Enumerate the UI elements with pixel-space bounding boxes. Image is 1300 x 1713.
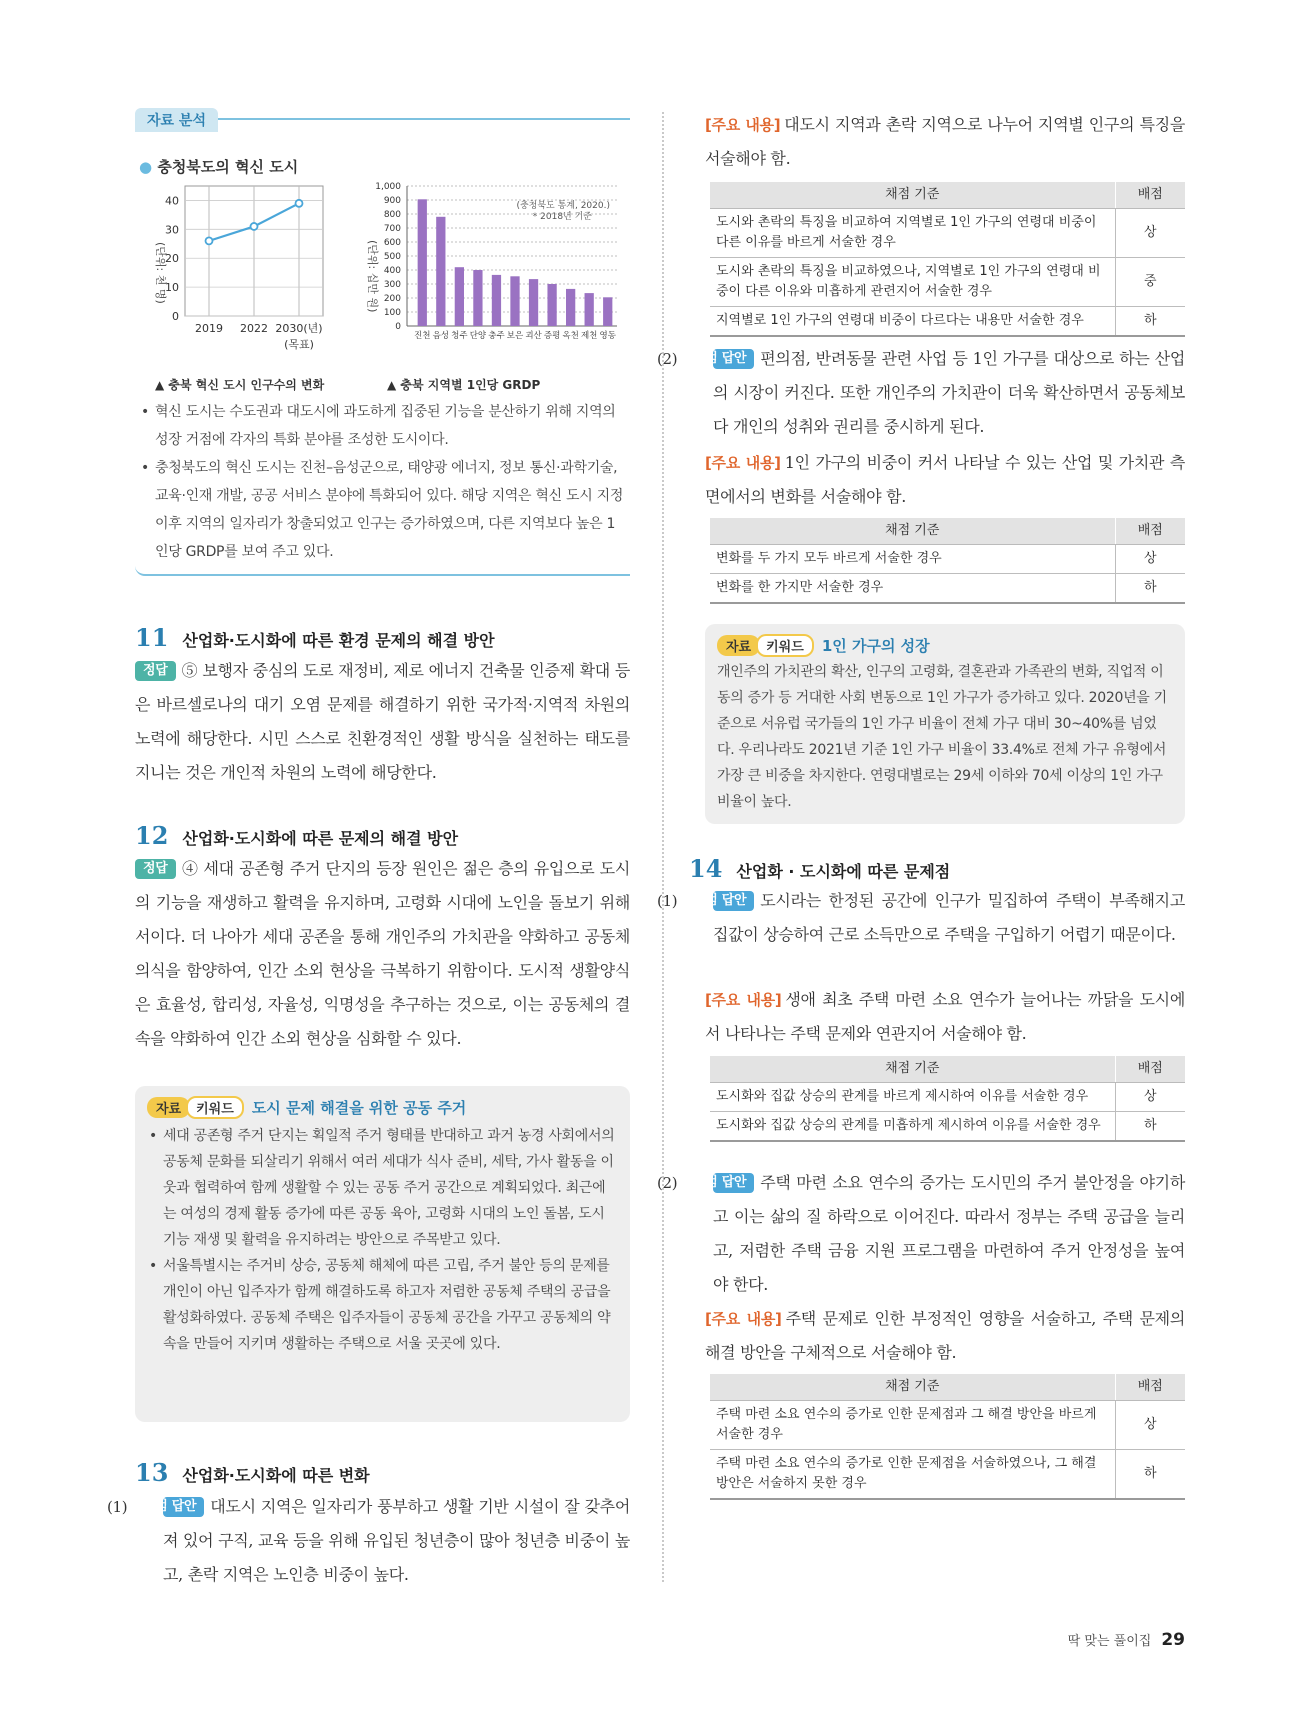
model-answer-label: 모범 답안 <box>713 349 754 369</box>
model-answer-label: 모범 답안 <box>713 1173 754 1193</box>
table-head: 채점 기준 <box>710 518 1115 544</box>
x-tick-label: 충주 <box>488 331 505 341</box>
y-tick-label: 700 <box>383 224 401 234</box>
table-row: 도시와 촌락의 특징을 비교하여 지역별로 1인 가구의 연령대 비중이 다른 이유를 바르게 서술한 경우 상 <box>710 208 1185 257</box>
analysis-bullet: • 충청북도의 혁신 도시는 진천–음성군으로, 태양광 에너지, 정보 통신·과학기술, 교육·인재 개발, 공공 서비스 분야에 특화되어 있다. 해당 지역은 혁신 도시 지정 이후 지역의 일자리가 창출되었고 인구는 증가하였으며, 다른 지역보다 높은 1인당 GRDP를 보여 주고 있다. <box>139 454 627 566</box>
x-tick-label: 2019 <box>195 322 223 335</box>
bar <box>529 279 538 326</box>
x-tick-label: 괴산 <box>525 331 542 341</box>
x-tick-label: 음성 <box>432 331 450 341</box>
analysis-bullet: • 혁신 도시는 수도권과 대도시에 과도하게 집중된 기능을 분산하기 위해 지역의 성장 거점에 각자의 특화 분야를 조성한 도시이다. <box>139 398 627 454</box>
x-tick-label: 옥천 <box>562 331 579 341</box>
keyword-title: 1인 가구의 성장 <box>821 637 930 655</box>
bar-chart-caption: ▲ 충북 지역별 1인당 GRDP <box>387 378 541 392</box>
analysis-bullets <box>139 398 627 566</box>
table-head: 채점 기준 <box>710 1374 1115 1400</box>
sub-number: (1) <box>107 1498 128 1516</box>
keyword-title: 도시 문제 해결을 위한 공동 주거 <box>251 1099 467 1117</box>
y-tick-label: 500 <box>383 252 401 262</box>
keyword-tag: 키워드 <box>756 634 814 657</box>
x-tick-label: 보은 <box>506 331 524 341</box>
line-chart-caption: ▲ 충북 혁신 도시 인구수의 변화 <box>155 378 325 392</box>
data-point <box>296 200 303 207</box>
bar <box>418 199 427 326</box>
answer-label: 정답 <box>135 661 176 681</box>
data-tag: 자료 <box>717 635 760 656</box>
table-row: 주택 마련 소요 연수의 증가로 인한 문제점과 그 해결 방안을 바르게 서술한 경우 상 <box>710 1400 1185 1449</box>
bar <box>547 284 556 326</box>
y-tick-label: 0 <box>172 310 179 323</box>
y-tick-label: 30 <box>165 223 179 237</box>
keyword-bullet: • 서울특별시는 주거비 상승, 공동체 해체에 따른 고립, 주거 불안 등의 문제를 개인이 아닌 입주자가 함께 해결하도록 하고자 저렴한 공동체 주택의 공급을 활성화하였다. 공동체 주택은 입주자들이 공동체 공간을 가꾸고 공동체의 약속을 만들어 지키며 생활하는 주택으로 서울 곳곳에 있다. <box>147 1253 618 1357</box>
bar <box>492 275 501 326</box>
table-head: 배점 <box>1115 182 1185 208</box>
x-tick-label: 증평 <box>543 331 561 341</box>
answer-label: 정답 <box>135 859 176 879</box>
bar <box>473 270 482 326</box>
x-tick-label: 2022 <box>240 322 268 335</box>
book-title: 딱 맞는 풀이집 <box>1067 1634 1152 1649</box>
q13-p2-answer: (2) 모범 답안 편의점, 반려동물 관련 사업 등 1인 가구를 대상으로 하는 산업의 시장이 커진다. 또한 개인주의 가치관이 더욱 확산하면서 공동체보다 개인의 성취와 권리를 중시하게 된다. <box>685 342 1185 444</box>
x-tick-label: 진천 <box>414 331 431 341</box>
table-head: 배점 <box>1115 1374 1185 1400</box>
data-point <box>206 237 213 244</box>
q14-p2-key: [주요 내용] 주택 문제로 인한 부정적인 영향을 서술하고, 주택 문제의 해결 방안을 구체적으로 서술해야 함. <box>705 1309 1185 1362</box>
keyword-header <box>717 634 1173 657</box>
line-chart-ylabel: (단위: 천 명) <box>154 242 167 304</box>
q14-title: 산업화 · 도시화에 따른 문제점 <box>736 862 951 881</box>
sub-number: (1) <box>657 892 678 910</box>
analysis-tag: 자료 분석 <box>135 108 218 132</box>
table-row: 도시와 촌락의 특징을 비교하였으나, 지역별로 1인 가구의 연령대 비중이 다른 이유와 미흡하게 관련지어 서술한 경우 중 <box>710 257 1185 306</box>
keyword-header <box>147 1096 618 1119</box>
column-divider <box>662 112 664 1582</box>
y-tick-label: 100 <box>383 308 401 318</box>
q12-answer: 정답 ④ 세대 공존형 주거 단지의 등장 원인은 젊은 층의 유입으로 도시의 기능을 재생하고 활력을 유지하며, 고령화 시대에 노인을 돌보기 위해서이다. 더 나아가 세대 공존을 통해 개인주의 가치관을 약화하고 공동체 의식을 함양하여, 인간 소외 현상을 극복하기 위함이다. 도시적 생활양식은 효율성, 합리성, 자율성, 익명성을 추구하는 것으로, 이는 공동체의 결속을 약화하여 인간 소외 현상을 심화할 수 있다. <box>135 859 630 1048</box>
q11-answer: 정답 ⑤ 보행자 중심의 도로 재정비, 제로 에너지 건축물 인증제 확대 등은 바르셀로나의 대기 오염 문제를 해결하기 위한 국가적·지역적 차원의 노력에 해당한다. 시민 스스로 친환경적인 생활 방식을 실천하는 태도를 지니는 것은 개인적 차원의 노력에 해당한다. <box>135 661 630 782</box>
bar-chart-note: * 2018년 기준 <box>532 212 592 222</box>
q12-keyword-box <box>135 1086 630 1422</box>
q12-number: 12 <box>135 821 169 850</box>
q13-p1-answer: (1) 모범 답안 대도시 지역은 일자리가 풍부하고 생활 기반 시설이 잘 갖추어져 있어 구직, 교육 등을 위해 유입된 청년층이 많아 청년층 비중이 높고, 촌락 지역은 노인층 비중이 높다. <box>135 1490 630 1592</box>
data-tag: 자료 <box>147 1097 190 1118</box>
key-content-label: [주요 내용] <box>705 1310 782 1328</box>
y-tick-label: 40 <box>165 194 179 208</box>
keyword-bullet: • 세대 공존형 주거 단지는 획일적 주거 형태를 반대하고 과거 농경 사회에서의 공동체 문화를 되살리기 위해서 여러 세대가 식사 준비, 세탁, 가사 활동을 이웃과 협력하여 함께 생활할 수 있는 공동 주거 공간으로 계획되었다. 최근에는 여성의 경제 활동 증가에 따른 공동 육아, 고령화 시대의 노인 돌봄, 도시 기능 재생 및 활력을 유지하려는 방안으로 주목받고 있다. <box>147 1123 618 1253</box>
table-head: 채점 기준 <box>710 1056 1115 1082</box>
x-tick-note: (목표) <box>284 338 314 351</box>
y-tick-label: 400 <box>383 266 401 276</box>
bar <box>566 289 575 326</box>
table-head: 배점 <box>1115 518 1185 544</box>
key-content-label: [주요 내용] <box>705 454 781 472</box>
q13-keyword-box <box>705 624 1185 824</box>
y-tick-label: 800 <box>383 210 401 220</box>
key-content-label: [주요 내용] <box>705 116 781 134</box>
analysis-subtitle: ● 충청북도의 혁신 도시 <box>139 158 299 176</box>
table-head: 채점 기준 <box>710 182 1115 208</box>
y-tick-label: 20 <box>165 252 179 266</box>
y-tick-label: 900 <box>383 196 401 206</box>
bar <box>455 267 464 326</box>
table-row: 변화를 한 가지만 서술한 경우 하 <box>710 573 1185 603</box>
bar <box>603 297 612 326</box>
analysis-box <box>135 113 630 576</box>
table-row: 지역별로 1인 가구의 연령대 비중이 다르다는 내용만 서술한 경우 하 <box>710 306 1185 336</box>
q14-table1 <box>710 1056 1185 1142</box>
y-tick-label: 200 <box>383 294 401 304</box>
y-tick-label: 300 <box>383 280 401 290</box>
y-tick-label: 0 <box>395 322 401 332</box>
q13-p1-key: [주요 내용] 대도시 지역과 촌락 지역으로 나누어 지역별 인구의 특징을 서술해야 함. <box>705 115 1186 168</box>
keyword-text: 개인주의 가치관의 확산, 인구의 고령화, 결혼관과 가족관의 변화, 직업적 이동의 증가 등 거대한 사회 변동으로 1인 가구가 증가하고 있다. 2020년을 기준으로 서유럽 국가들의 1인 가구 비율이 전체 가구 대비 30~40%를 넘었다. 우리나라도 2021년 기준 1인 가구 비율이 33.4%로 전체 가구 유형에서 가장 큰 비중을 차지한다. 연령대별로는 29세 이하와 70세 이상의 1인 가구 비율이 높다. <box>717 664 1167 810</box>
sub-number: (2) <box>657 1174 678 1192</box>
x-tick-label: 2030(년) <box>275 322 323 335</box>
x-tick-label: 영동 <box>599 331 616 341</box>
model-answer-label: 모범 답안 <box>163 1497 204 1517</box>
data-point <box>251 223 258 230</box>
q13-table1 <box>710 182 1185 337</box>
key-content-label: [주요 내용] <box>705 991 782 1009</box>
keyword-tag: 키워드 <box>186 1096 244 1119</box>
q14-table2 <box>710 1374 1185 1500</box>
x-tick-label: 청주 <box>451 331 468 341</box>
population-line-chart <box>145 182 345 382</box>
q13-heading <box>135 1458 370 1487</box>
keyword-bullets <box>147 1123 618 1357</box>
bar-chart-source: (충청북도 통계, 2020.) <box>516 201 610 211</box>
q13-title: 산업화·도시화에 따른 변화 <box>182 1466 370 1485</box>
q12-title: 산업화·도시화에 따른 문제의 해결 방안 <box>182 829 459 848</box>
y-tick-label: 1,000 <box>375 182 401 192</box>
table-row: 변화를 두 가지 모두 바르게 서술한 경우 상 <box>710 544 1185 573</box>
bar <box>510 276 519 326</box>
q12-heading <box>135 821 458 850</box>
y-tick-label: 600 <box>383 238 401 248</box>
x-tick-label: 제천 <box>580 331 598 341</box>
q14-number: 14 <box>689 854 723 883</box>
sub-number: (2) <box>657 350 678 368</box>
q13-table2 <box>710 518 1185 604</box>
table-head: 배점 <box>1115 1056 1185 1082</box>
x-tick-label: 단양 <box>469 331 487 341</box>
bar <box>585 293 594 326</box>
q14-p1-key: [주요 내용] 생애 최초 주택 마련 소요 연수가 늘어나는 까닭을 도시에서 나타나는 주택 문제와 연관지어 서술해야 함. <box>705 990 1185 1043</box>
table-row: 도시화와 집값 상승의 관계를 미흡하게 제시하여 이유를 서술한 경우 하 <box>710 1111 1185 1141</box>
model-answer-label: 모범 답안 <box>713 891 754 911</box>
bar <box>436 217 445 326</box>
q11-heading <box>135 623 495 652</box>
q13-p2-key: [주요 내용] 1인 가구의 비중이 커서 나타날 수 있는 산업 및 가치관 측면에서의 변화를 서술해야 함. <box>705 453 1185 506</box>
table-row: 주택 마련 소요 연수의 증가로 인한 문제점을 서술하였으나, 그 해결 방안은 서술하지 못한 경우 하 <box>710 1449 1185 1499</box>
bar-chart-ylabel: (단위: 십만 원) <box>366 240 379 313</box>
table-row: 도시화와 집값 상승의 관계를 바르게 제시하여 이유를 서술한 경우 상 <box>710 1082 1185 1111</box>
q11-title: 산업화·도시화에 따른 환경 문제의 해결 방안 <box>182 631 495 650</box>
q14-p2-answer: (2) 모범 답안 주택 마련 소요 연수의 증가는 도시민의 주거 불안정을 야기하고 이는 삶의 질 하락으로 이어진다. 따라서 정부는 주택 공급을 늘리고, 저렴한 주택 금융 지원 프로그램을 마련하여 주거 안정성을 높여야 한다. <box>685 1166 1185 1302</box>
page-footer <box>1068 1630 1185 1650</box>
q14-heading <box>689 854 950 883</box>
page-number: 29 <box>1161 1630 1185 1650</box>
q13-number: 13 <box>135 1458 169 1487</box>
q14-p1-answer: (1) 모범 답안 도시라는 한정된 공간에 인구가 밀집하여 주택이 부족해지고 집값이 상승하여 근로 소득만으로 주택을 구입하기 어렵기 때문이다. <box>685 884 1185 952</box>
grdp-bar-chart <box>355 180 625 380</box>
y-tick-label: 10 <box>165 281 179 295</box>
q11-number: 11 <box>135 623 169 652</box>
